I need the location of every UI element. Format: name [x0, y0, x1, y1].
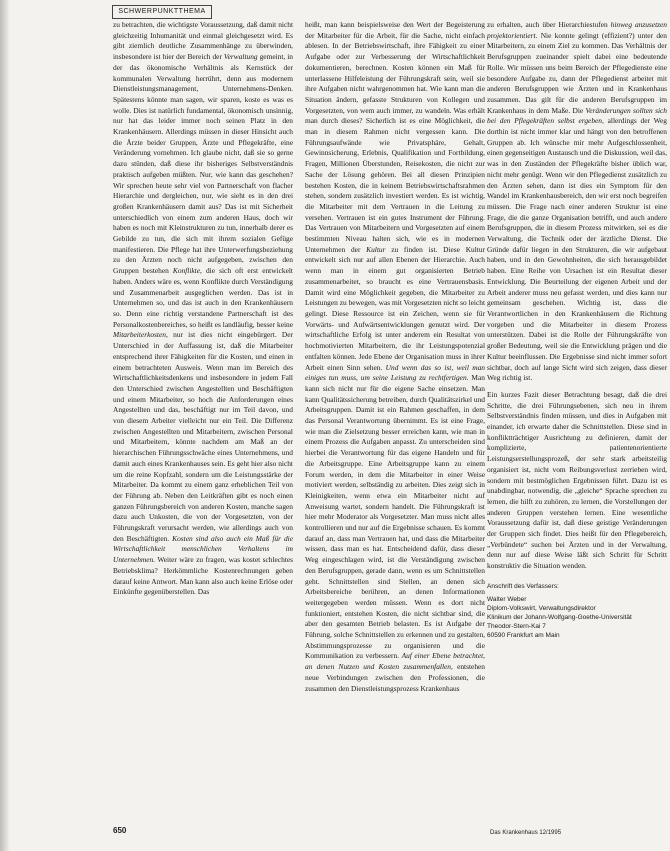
- author-line: Theodor-Stern-Kai 7: [487, 622, 546, 630]
- body-text: entstehen neue Verbindungen zwischen den Professionen, die zusammen den Dienstleistungsprozess Krankenhaus: [305, 662, 485, 693]
- emphasis-text: Konflikte: [172, 266, 201, 276]
- conclusion-paragraph: Ein kurzes Fazit dieser Betrachtung besagt, daß die drei Schritte, die drei Führungsebenen, sich neu in ihrem Selbstverständnis finden müssen, und dies in Aufgaben mit einander, ich erwarte daher die Schnittstellen. Diese sind in konfliktträchtiger Ausrichtung zu definieren, damit der komplizierte, patientenorientierte Leistungserstellungsprozeß, der sehr stark arbeitsteilig organisiert ist, nicht vom Reibungsverlust zerrieben wird, sondern mit bestmöglichen Ergebnissen führt. Dazu ist es unabdingbar, notwendig, die „gleiche“ Sprache sprechen zu lernen, die hilft zu zuhören, zu lernen, die Vorstellungen der anderen Gruppen verstehen lernen. Eine wesentliche Voraussetzung dafür ist, daß diese geistige Veränderungen der Gruppen sich findet. Dies heißt für den Pflegebereich, „Verbündete“ suchen bei Ärzten und in der Verwaltung, denn nur auf diese Weise läßt sich Schritt für Schritt konstruktiv die Situation wenden.: [487, 389, 667, 571]
- body-text: Nie konnte gelingt (effizient?) unter den Mitarbeitern, zu einem Ziel zu kommen. Das Verhältnis der Berufsgruppen zueinander spielt dabei eine bedeutende Rolle. Wir müssen uns beim Bereich der Pflegedienste eine besondere Aufgabe zu, dann der Pflegedienst arbeitet mit anderen Berufsgruppen wie Ärzten und in Krankenhaus zusammen. Das gilt für die anderen Berufsgruppen im Krankenhaus in dem Maße. Die: [487, 30, 667, 115]
- emphasis-text: hinweg anzusetzen projektorientiert.: [487, 20, 667, 40]
- section-header: SCHWERPUNKTTHEMA: [112, 5, 212, 19]
- body-text: Weiter wäre zu fragen, was kostet schlechtes Betriebsklima? Herkömmliche Kostenrechnungen geben darauf keine Antwort. Man kann also auch keine Erlöse oder Einkünfte gegenüberstellen. Das: [113, 555, 293, 597]
- body-text: allerdings der Weg dorthin ist nicht immer klar und hängt von den betroffenen Gruppen ab. Ich wünsche mir mehr Aufgeschlossenheit, einen gegenseitigen Austausch und die Diskussion, weil das, was in den Zuständen der Pflegekräfte bisher üblich war, nicht mehr genügt. Wenn wir den Pflegedienst zusätzlich zu den Ärzten sehen, dann ist dies ein Symptom für den Wandel im Krankenhausbereich, den wir erst noch begreifen müssen. Die Frage nach einer anderen Struktur ist eine Frage, die die ganze Organisation betrifft, und auch andere Berufsgruppen, die in diesem Prozess mitwirken, sei es die Verwaltung, die Technik oder der ärztliche Dienst. Die Gründe dafür liegen in den Strukturen, die wir aufgebaut haben, und in den Gewohnheiten, die sich herausgebildet haben. Eine Reihe von Ursachen ist ein Resultat dieser Entwicklung. Die Beurteilung der eigenen Arbeit und der Arbeit anderer muss neu gefasst werden, und dies kann nur gemeinsam geschehen. Wichtig ist, dass die Verantwortlichen in den Krankenhäusern die Richtung vorgeben und die Mitarbeiter in diesem Prozess unterstützen. Dabei ist die Rolle der Führungskräfte von großer Bedeutung, weil sie die Entwicklung prägen und die Kultur beeinflussen. Die Ergebnisse sind nicht immer sofort sichtbar, doch auf lange Sicht wird sich zeigen, dass dieser Weg richtig ist.: [487, 116, 667, 383]
- author-address: [487, 582, 667, 640]
- body-text: zu finden ist. Diese Kultur entwickelt sich nur auf allen Ebenen der Hierarchie. Auch wenn man in einem gut organisierten Betrieb zusammenarbeitet, so braucht es eine Vertrauensbasis. Damit wird eine Möglichkeit gegeben, die Mitarbeiter zu Leistungen zu bewegen, was mit Vorgesetzten nicht so leicht gelingt. Diese Ressource ist ein Zeichen, wenn sie für Vorwärts- und Aufwärtsentwicklungen genutzt wird. Der wirtschaftliche Erfolg ist unter anderem ein Resultat von hochmotivierten Mitarbeitern, die ihr Leistungspotenzial entfalten können. Jede Ebene der Organisation muss in ihrer Arbeit einen Sinn sehen.: [305, 244, 485, 372]
- body-text: gemeint, in der das ökonomische Verhältnis als Kernstück der kommunalen Verwaltung herrührt, denn aus modernem Dienstleistungsmanagement, Unternehmens-Denken. Spätestens könnte man sagen, wir sparen, koste es was es wolle. Dies ist natürlich fundamental, ökonomisch unsinnig, nur hat das leider immer noch seinen Platz in den Krankenhäusern. Allerdings müssen in dieser Hinsicht auch die Ärzte beider Gruppen, Ärzte und Pflegekräfte, eine Veränderung vornehmen. Ich glaube nicht, daß sie so gerne dazu stünden, daß diese ihr bisheriges Selbstverständnis praktisch aufgeben müßten. Nur, wie kann das geschehen? Wir sprechen heute sehr viel von Partnerschaft von flacher Hierarchie und dergleichen, nur, wie sieht es in den drei großen Krankenhäusern damit aus? Das ist mit Sicherheit unterschiedlich von einem zum anderen Haus, doch wir haben es noch mit Kleinstrukturen zu tun, innerhalb derer es Gebilde zu tun, die sich mit ihrem sozialen Gefüge manifestieren. Die Pflege hat ihre Unterwerfungsbeziehung zu den Ärzten noch nicht aufgegeben, zwischen den Gruppen bestehen: [113, 52, 293, 276]
- emphasis-text: Und wenn das so ist, weil man einiges tun muss, um seine Leistung zu rechtfertigen.: [305, 362, 485, 383]
- page-number: 650: [113, 826, 127, 835]
- author-line: Klinikum der Johann-Wolfgang-Goethe-Universität: [487, 613, 632, 621]
- body-text: Man kann sich nicht nur für die eigene Sache einsetzen. Man kann Qualitätssicherung betreiben, durch Qualitätszirkel und Arbeitsgruppen. Damit ist ein Rahmen geschaffen, in dem das Personal Verantwortung übernimmt. Es ist eine Frage, wie man die Zielsetzung besser erreichen kann, wie man in einem Prozess die Aufgaben anpasst. Zu unterscheiden sind hierbei die Verantwortung für das eigene Handeln und für die Arbeitsgruppe. Eine Arbeitsgruppe kann zu einem Forum werden, in dem die Mitarbeiter in einer Weise motiviert werden, selbständig zu arbeiten. Dies zeigt sich in Kleinigkeiten, wenn etwa ein Mitarbeiter nicht auf Anweisung wartet, sondern handelt. Die Führungskraft ist hier mehr Moderator als Vorgesetzter. Man muss nicht alles kontrollieren und nur auf die Ergebnisse schauen. Es kommt darauf an, dass man Vertrauen hat, und dass die Mitarbeiter wissen, dass man es hat. Entscheidend dafür, dass dieser Weg eingeschlagen wird, ist die Verständigung zwischen den Berufsgruppen, gerade dann, wenn es um Schnittstellen geht. Schnittstellen sind Stellen, an denen sich Arbeitsbereiche berühren, an denen Informationen weitergegeben werden müssen. Wenn es dort nicht funktioniert, entstehen Kosten, die nicht sichtbar sind, die aber den gesamten Betrieb belasten. Es ist Aufgabe der Führung, solche Schnittstellen zu erkennen und zu gestalten, Abstimmungsprozesse zu organisieren und die Kommunikation zu verbessern.: [305, 373, 485, 661]
- emphasis-text: Kosten sind also auch ein Maß für die Wirtschaftlichkeit menschlichen Verhaltens im Unternehmen.: [113, 533, 293, 565]
- body-text: zu erhalten, auch über Hierarchiestufen: [487, 20, 611, 29]
- emphasis-text: Mitarbeiterkosten: [113, 330, 166, 340]
- body-text: , nur ist dies nicht eingebürgert. Der Unterschied in der Auffassung ist, daß die Mitarbeiter entsprechend ihrer Fähigkeiten für die Kosten, und einen in einem betrachteten Ausweis. Wenn man im Bereich des Wirtschaftlichkeitsdenkens und insbesondere in jedem Fall den Unterschied zwischen Angestellten und Beschäftigten und einem Mitarbeiter, so hoch die Anforderungen eines Angestellten und das, beschäftigt nur im Teil davon, und von diesem Arbeiter vielleicht nur ein Teil. Die Differenz zwischen Angestellten und Mitarbeitern, zwischen Personal und Mitarbeitern, könnte nachdem am Maß an der hierarchischen Führungsschwäche eines Unternehmens, und damit auch eines Krankenhauses sein. Es geht hier also nicht um die reine Kopfzahl, sondern um die Leistungsstärke der Mitarbeiter. Da kommt zu einem ganz erheblichen Teil von der Führung ab. Neben den Leitkräften gibt es noch einen ganzen Führungsbereich von anderen Kosten, manche sagen dazu auch Unkosten, die von der Vorgesetzten, von der Führungskraft verursacht werden, wie allerdings auch von den Beschäftigten.: [113, 330, 293, 543]
- body-text: zu betrachten, die wichtigste Voraussetzung, daß damit nicht gleichzeitig Inhumanität und einmal gleichgesetzt wird. Es gibt ziemlich deutliche Zusammenhänge zu überwinden, insbesondere ist hier der Bereich der: [113, 20, 293, 62]
- column-1-paragraph: [113, 20, 293, 598]
- author-line: Walter Weber: [487, 595, 527, 603]
- author-line: Diplom-Volkswirt, Verwaltungsdirektor: [487, 604, 596, 612]
- text-column-1: [113, 20, 293, 820]
- scan-shadow: [0, 0, 10, 851]
- journal-footer: Das Krankenhaus 12/1995: [490, 830, 562, 836]
- emphasis-text: Kultur: [366, 244, 386, 254]
- body-text: heißt, man kann beispielsweise den Wert der Begeisterung der Mitarbeiter für die Arbeit, für die Sache, nicht einfach ablesen. In der Betriebswirtschaft, ihre Fähigkeit zu einer Aufgabe oder zur Verbesserung der Wirtschaftlichkeit dokumentieren, berechnen. Kosten können ein Maß für unterlassene Hilfeleistung der Führungskraft sein, weil sie ihre Aufgaben nicht wahrgenommen hat. Wie kann man die Situation ändern, gefasste Strukturen von Kollegen und Vorgesetzten, von wem auch immer, zu wandeln. Was erhält man durch dieses? Sicherlich ist es eine Möglichkeit, die man in diesem Rahmen nicht vergessen kann. Die Führungsaufwände wie Privatsphäre, Gehalt, Gewinnsicherung, Erlebnis, Qualifikation und Fortbildung, Fragen, Millionen Überstunden, Reisekosten, die nicht zur Sache der Lösung gehören. Bei all diesen Prinzipien bestehen Kosten, die in keinem Betriebswirtschaftsrahmen stehen, sondern zusätzlich investiert werden. Es ist wichtig, die Mitarbeiter mit dem Vertrauen in die Leitung zu versehen. Vertrauen ist ein gutes Instrument der Führung. Das Vertrauen von Mitarbeitern und Vorgesetzten auf einem bestimmten Niveau halten sich, wie es in modernen Unternehmen der: [305, 20, 485, 254]
- column-2-paragraph: [305, 20, 485, 694]
- emphasis-text: Veränderungen sollten sich bei den Pflegekräften selbst ergeben,: [487, 105, 667, 126]
- emphasis-text: Verwaltung: [223, 52, 258, 62]
- author-line: 60590 Frankfurt am Main: [487, 631, 560, 639]
- author-heading: Anschrift des Verfassers:: [487, 582, 559, 590]
- emphasis-text: Auf einer Ebene betrachtet, an denen Nutzen und Kosten zusammenfallen,: [305, 651, 485, 672]
- text-column-3: [487, 20, 667, 820]
- text-column-2: [305, 20, 485, 820]
- body-text: , die sich oft erst entwickelt haben. Anders wäre es, wenn Konflikte durch Verständigung und Zusammenarbeit ausgeglichen werden. Das ist in Unternehmen so, und das ist auch in den Krankenhäusern so. Denn eine richtig verstandene Partnerschaft ist des Personalkostenbereiches, so heißt es landläufig, besser keine: [113, 266, 293, 329]
- column-3-paragraph: [487, 20, 667, 384]
